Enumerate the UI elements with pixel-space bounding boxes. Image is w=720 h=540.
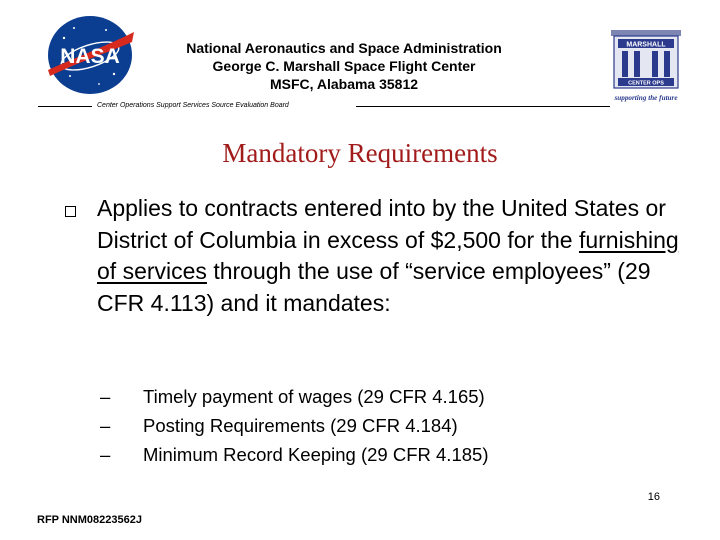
- msfc-logo-subtitle: CENTER OPS: [628, 80, 664, 87]
- page-number: 16: [647, 491, 660, 503]
- checkbox-bullet-icon: [65, 206, 76, 217]
- list-item: [100, 382, 660, 411]
- msfc-logo-title: MARSHALL: [626, 41, 666, 49]
- main-text-underlined: furnishing of services: [97, 226, 679, 284]
- main-text-part-2: through the use of “service employees” (29 CFR 4.113) and it mandates:: [97, 258, 651, 316]
- dash-bullet: –: [100, 444, 111, 465]
- msfc-logo-tagline: supporting the future: [614, 94, 678, 102]
- list-item: [100, 440, 660, 469]
- slide-header: [0, 0, 720, 125]
- nasa-meatball-logo-icon: [44, 14, 136, 96]
- footer-rfp-number: RFP NNM08223562J: [37, 514, 142, 526]
- list-item-text: Posting Requirements (29 CFR 4.184): [143, 415, 458, 436]
- header-rule-right: [356, 106, 610, 107]
- org-name: National Aeronautics and Space Administration: [186, 40, 502, 56]
- center-name: George C. Marshall Space Flight Center: [212, 58, 476, 74]
- header-subtitle: Center Operations Support Services Source Evaluation Board: [97, 102, 289, 109]
- center-address: MSFC, Alabama 35812: [269, 76, 419, 92]
- list-item: [100, 411, 660, 440]
- header-rule-left: [38, 106, 92, 107]
- list-item-text: Minimum Record Keeping (29 CFR 4.185): [143, 444, 489, 465]
- nasa-logo-text: NASA: [60, 45, 120, 68]
- mandate-list: [100, 382, 660, 469]
- slide-title: Mandatory Requirements: [222, 138, 498, 168]
- organization-block: [150, 39, 538, 93]
- list-item-text: Timely payment of wages (29 CFR 4.165): [143, 386, 485, 407]
- main-text-part-1: Applies to contracts entered into by the United States or District of Columbia in excess of $2,500 for the: [97, 195, 666, 253]
- msfc-building-logo-icon: [608, 26, 684, 106]
- main-bullet-text: [97, 193, 682, 319]
- dash-bullet: –: [100, 386, 111, 407]
- dash-bullet: –: [100, 415, 111, 436]
